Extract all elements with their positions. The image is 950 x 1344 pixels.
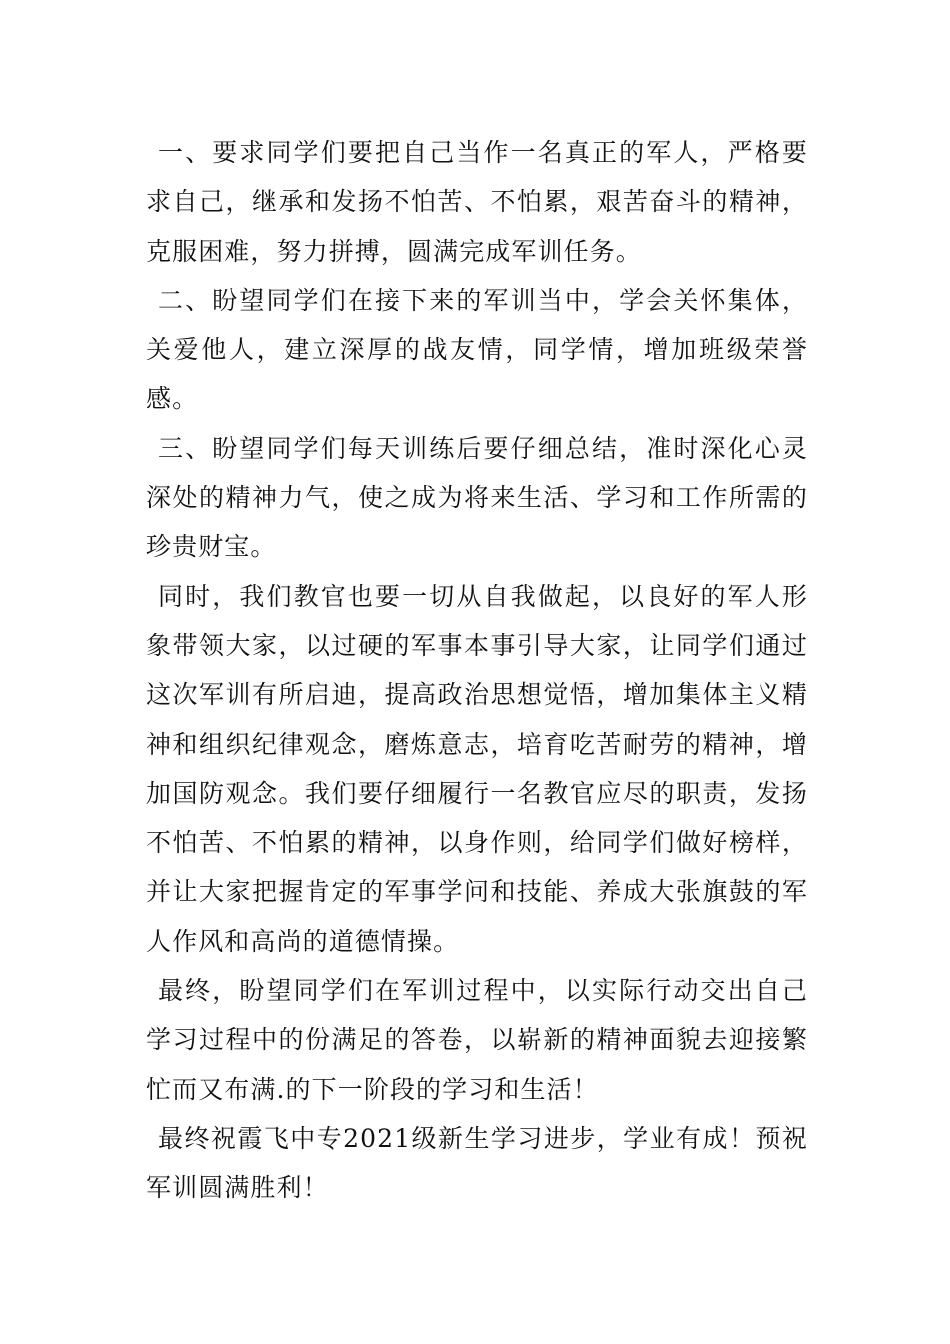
paragraph-point-two: 二、盼望同学们在接下来的军训当中，学会关怀集体，关爱他人，建立深厚的战友情，同学情，增加班级荣誉感。 bbox=[146, 285, 808, 414]
document-body bbox=[146, 128, 808, 1213]
paragraph-final-hope: 最终，盼望同学们在军训过程中，以实际行动交出自己学习过程中的份满足的答卷，以崭新的精神面貌去迎接繁忙而又布满.的下一阶段的学习和生活！ bbox=[146, 976, 808, 1104]
paragraph-point-three: 三、盼望同学们每天训练后要仔细总结，准时深化心灵深处的精神力气，使之成为将来生活、学习和工作所需的珍贵财宝。 bbox=[146, 433, 808, 562]
paragraph-point-one: 一、要求同学们要把自己当作一名真正的军人，严格要求自己，继承和发扬不怕苦、不怕累，艰苦奋斗的精神，克服困难，努力拼搏，圆满完成军训任务。 bbox=[146, 138, 808, 266]
paragraph-instructors: 同时，我们教官也要一切从自我做起，以良好的军人形象带领大家，以过硬的军事本事引导大家，让同学们通过这次军训有所启迪，提高政治思想觉悟，增加集体主义精神和组织纪律观念，磨炼意志，培育吃苦耐劳的精神，增加国防观念。我们要仔细履行一名教官应尽的职责，发扬不怕苦、不怕累的精神，以身作则，给同学们做好榜样，并让大家把握肯定的军事学问和技能、养成大张旗鼓的军人作风和高尚的道德情操。 bbox=[146, 581, 808, 956]
paragraph-closing-wishes: 最终祝霞飞中专2021级新生学习进步，学业有成！预祝军训圆满胜利！ bbox=[146, 1123, 808, 1203]
